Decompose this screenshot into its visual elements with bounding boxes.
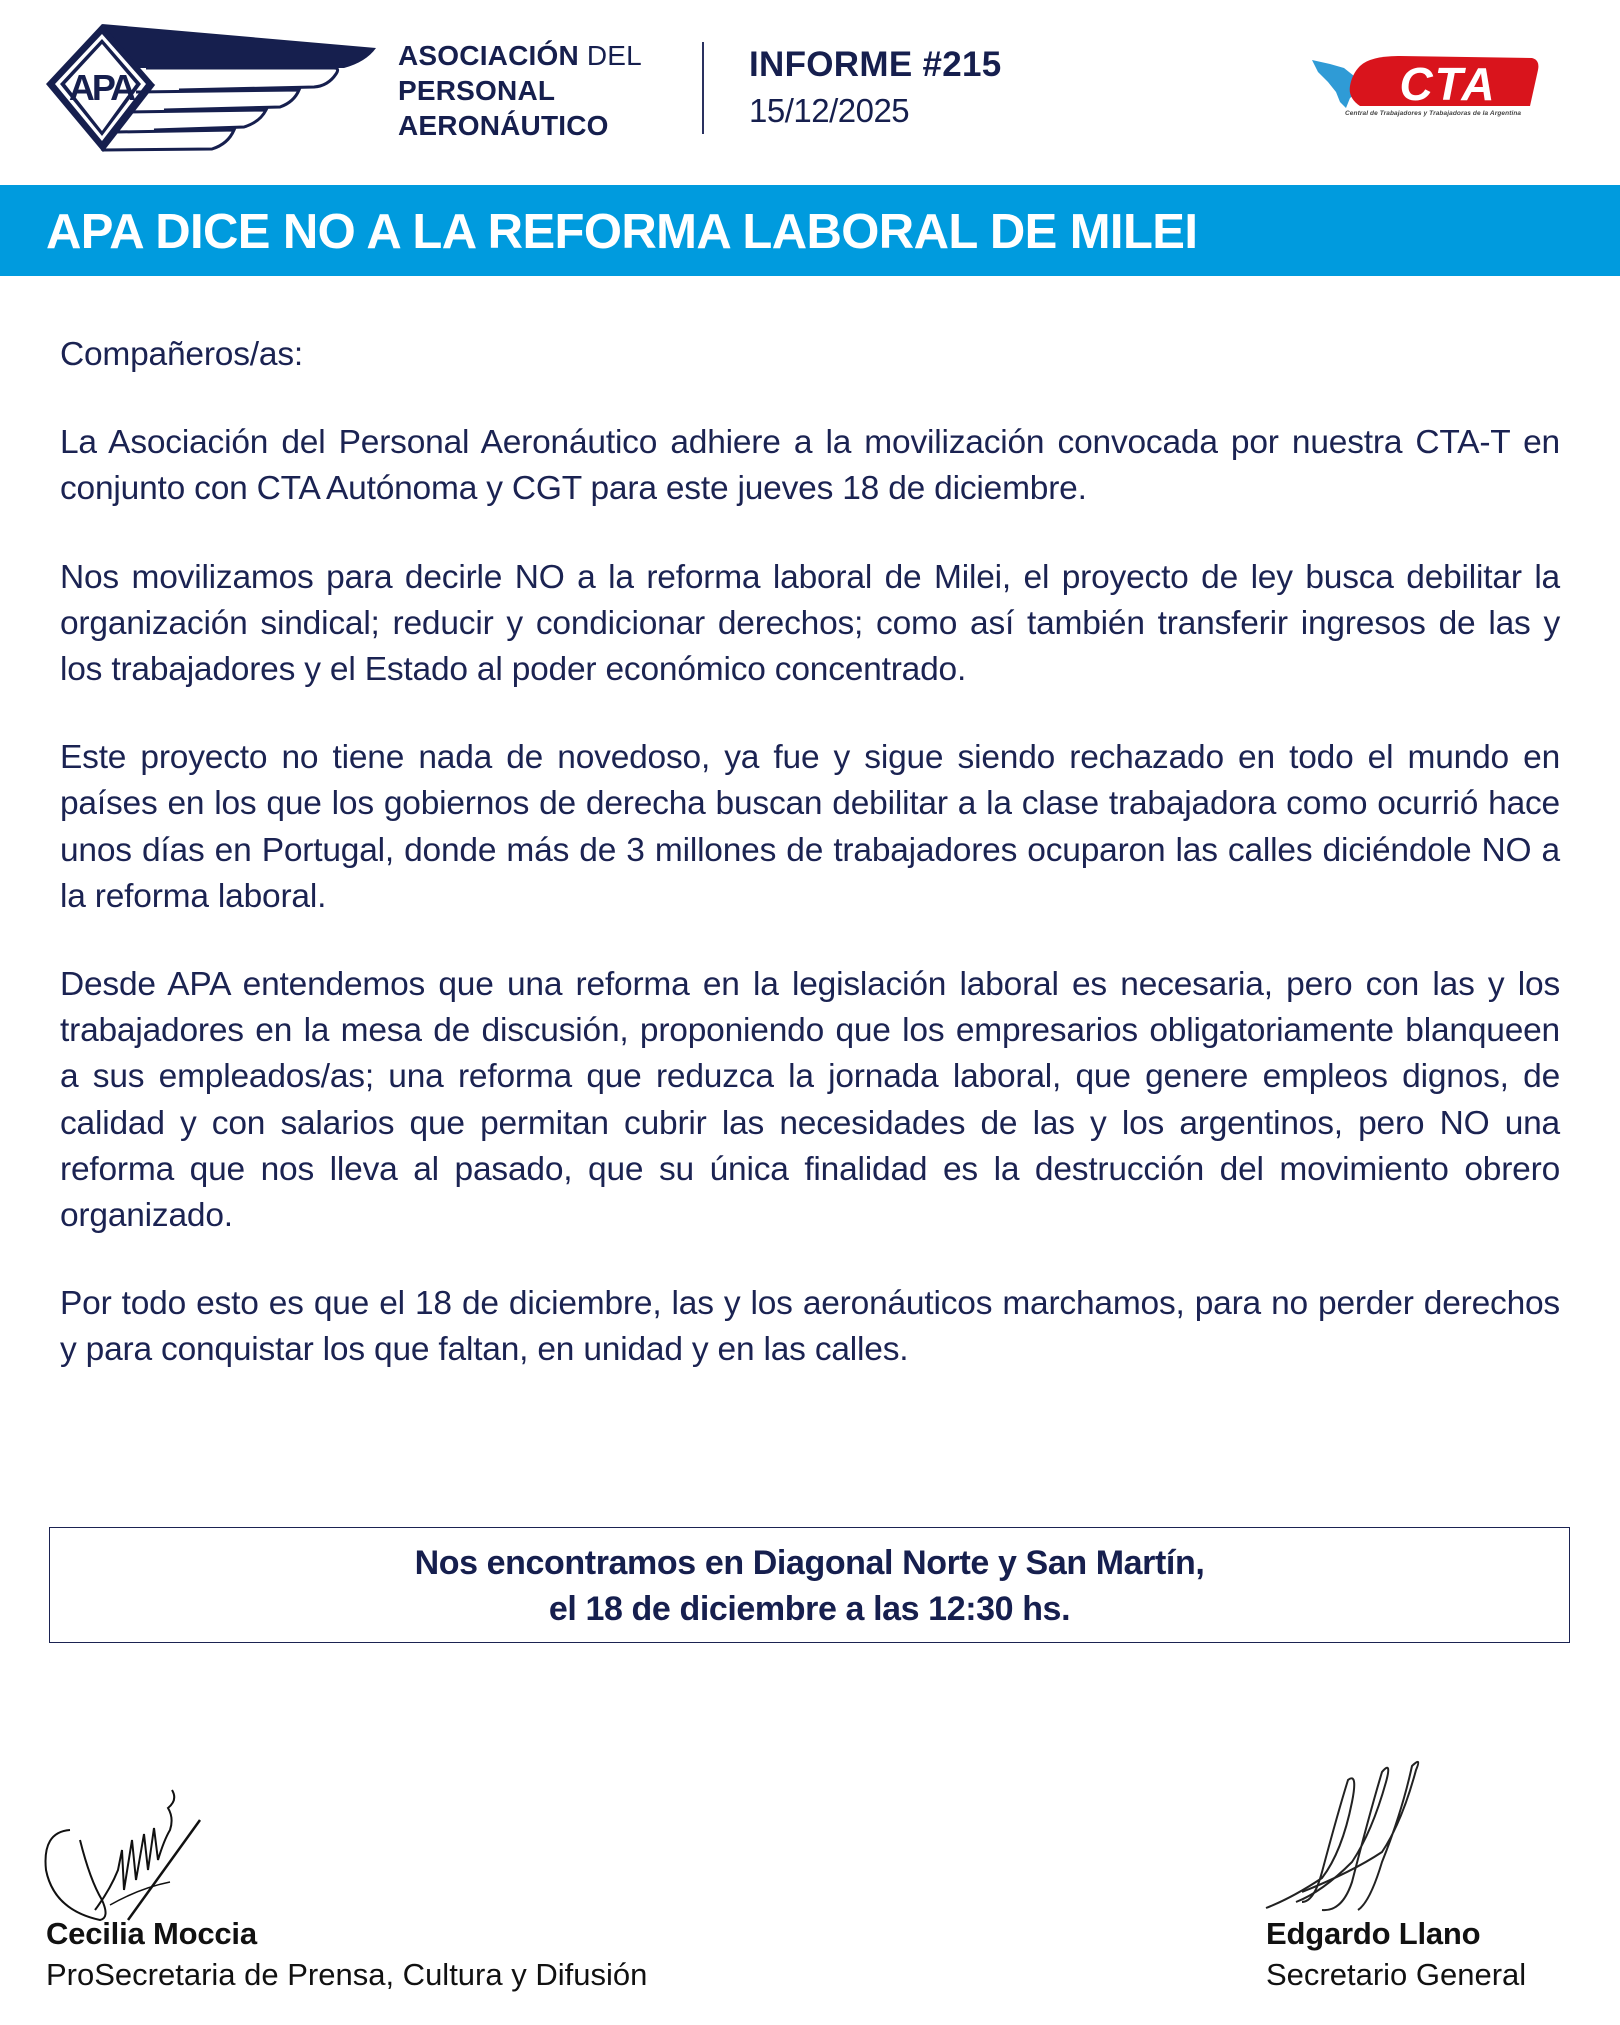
signatory-name: Cecilia Moccia xyxy=(46,1916,257,1951)
signatory-name: Edgardo Llano xyxy=(1266,1916,1481,1951)
report-number: INFORME #215 xyxy=(749,45,1002,84)
org-name-line1-bold: ASOCIACIÓN xyxy=(398,40,579,71)
signature-edgardo-llano xyxy=(1262,1752,1432,1922)
cta-logo-subtitle: Central de Trabajadores y Trabajadoras de la Argentina xyxy=(1345,110,1522,117)
greeting: Compañeros/as: xyxy=(60,336,303,373)
meeting-info-box xyxy=(49,1527,1570,1643)
signatory-role: ProSecretaria de Prensa, Cultura y Difusión xyxy=(46,1957,648,1992)
apa-logo-letters: APA xyxy=(68,67,134,108)
org-name-line3: AERONÁUTICO xyxy=(398,110,609,141)
paragraph: Este proyecto no tiene nada de novedoso, ya fue y sigue siendo rechazado en todo el mundo en países en los que los gobiernos de derecha buscan debilitar a la clase trabajadora como ocurrió hace unos días en Portugal, donde más de 3 millones de trabajadores ocuparon las calles diciéndole NO a la reforma laboral. xyxy=(60,739,1560,915)
org-name-line1-regular: DEL xyxy=(586,40,642,71)
letter-body xyxy=(60,332,1560,1416)
apa-logo xyxy=(44,24,376,152)
org-name-line2: PERSONAL xyxy=(398,75,556,106)
paragraph: La Asociación del Personal Aeronáutico adhiere a la movilización convocada por nuestra CTA-T en conjunto con CTA Autónoma y CGT para este jueves 18 de diciembre. xyxy=(60,424,1560,508)
meeting-location: Nos encontramos en Diagonal Norte y San Martín, xyxy=(414,1544,1205,1582)
org-name xyxy=(398,38,642,143)
signature-cecilia-moccia xyxy=(40,1770,220,1930)
meeting-time: el 18 de diciembre a las 12:30 hs. xyxy=(548,1590,1071,1628)
report-date: 15/12/2025 xyxy=(749,92,910,129)
header-divider xyxy=(702,42,704,134)
paragraph: Desde APA entendemos que una reforma en la legislación laboral es necesaria, pero con las y los trabajadores en la mesa de discusión, proponiendo que los empresarios obligatoriamente blanqueen a sus empleados/as; una reforma que reduzca la jornada laboral, que genere empleos dignos, de calidad y con salarios que permitan cubrir las necesidades de las y los argentinos, pero NO una reforma que nos lleva al pasado, que su única finalidad es la destrucción del movimiento obrero organizado. xyxy=(60,966,1560,1235)
paragraph: Nos movilizamos para decirle NO a la reforma laboral de Milei, el proyecto de ley busca debilitar la organización sindical; reducir y condicionar derechos; como así también transferir ingresos de las y los trabajadores y el Estado al poder económico concentrado. xyxy=(60,558,1560,689)
cta-logo-text: CTA xyxy=(1399,58,1497,110)
page-title: APA DICE NO A LA REFORMA LABORAL DE MILEI xyxy=(46,205,1198,259)
paragraph: Por todo esto es que el 18 de diciembre, las y los aeronáuticos marchamos, para no perder derechos y para conquistar los que faltan, en unidad y en las calles. xyxy=(60,1285,1560,1369)
signatory-role: Secretario General xyxy=(1266,1957,1527,1992)
